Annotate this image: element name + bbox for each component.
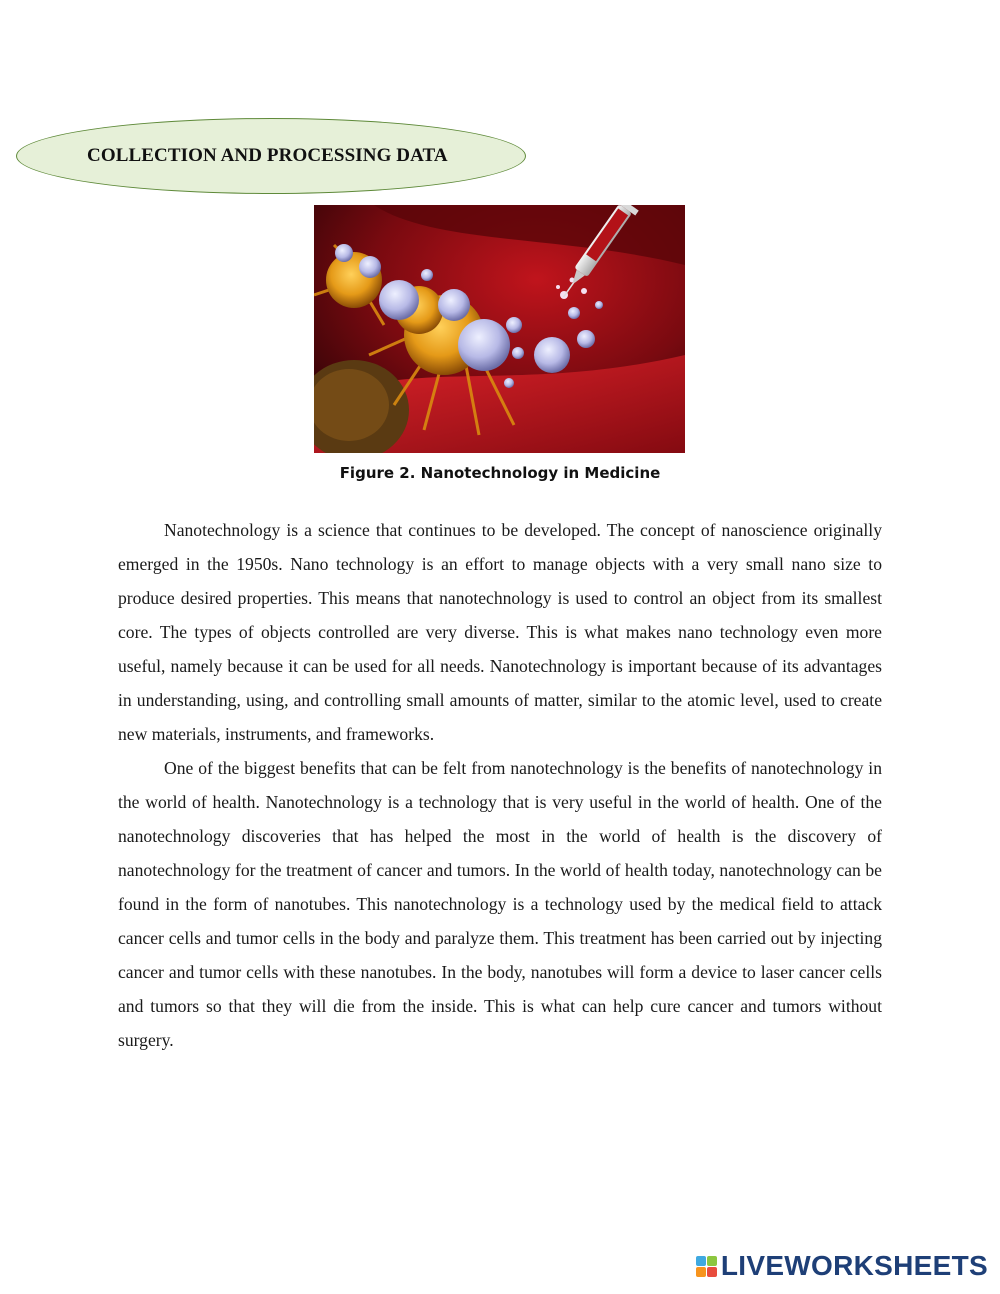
paragraph: Nanotechnology is a science that continues to be developed. The concept of nanoscience originally emerged in the 1950s. Nano technology is an effort to manage objects with a very small nano size to produce desired properties. This means that nanotechnology is used to control an object from its smallest core. The types of objects controlled are very diverse. This is what makes nano technology even more useful, namely because it can be used for all needs. Nanotechnology is important because of its advantages in understanding, using, and controlling small amounts of matter, similar to the atomic level, used to create new materials, instruments, and frameworks. bbox=[118, 520, 882, 744]
logo-square-green bbox=[707, 1256, 717, 1266]
body-text bbox=[118, 513, 882, 1057]
watermark-text: LIVEWORKSHEETS bbox=[720, 1250, 988, 1281]
nanotechnology-medicine-image bbox=[314, 205, 685, 453]
figure-caption: Figure 2. Nanotechnology in Medicine bbox=[339, 464, 661, 482]
paragraph: One of the biggest benefits that can be felt from nanotechnology is the benefits of nanotechnology in the world of health. Nanotechnology is a technology that is very useful in the world of health. One of the nanotechnology discoveries that has helped the most in the world of health is the discovery of nanotechnology for the treatment of cancer and tumors. In the world of health today, nanotechnology can be found in the form of nanotubes. This nanotechnology is a technology used by the medical field to attack cancer cells and tumor cells in the body and paralyze them. This treatment has been carried out by injecting cancer and tumor cells with these nanotubes. In the body, nanotubes will form a device to laser cancer cells and tumors so that they will die from the inside. This is what can help cure cancer and tumors without surgery. bbox=[118, 758, 882, 1050]
logo-square-orange bbox=[696, 1267, 706, 1277]
liveworksheets-watermark bbox=[696, 1250, 988, 1282]
logo-square-red bbox=[707, 1267, 717, 1277]
logo-square-blue bbox=[696, 1256, 706, 1266]
section-title: COLLECTION AND PROCESSING DATA bbox=[87, 145, 448, 166]
liveworksheets-logo-icon bbox=[696, 1256, 717, 1277]
section-banner bbox=[16, 118, 526, 194]
